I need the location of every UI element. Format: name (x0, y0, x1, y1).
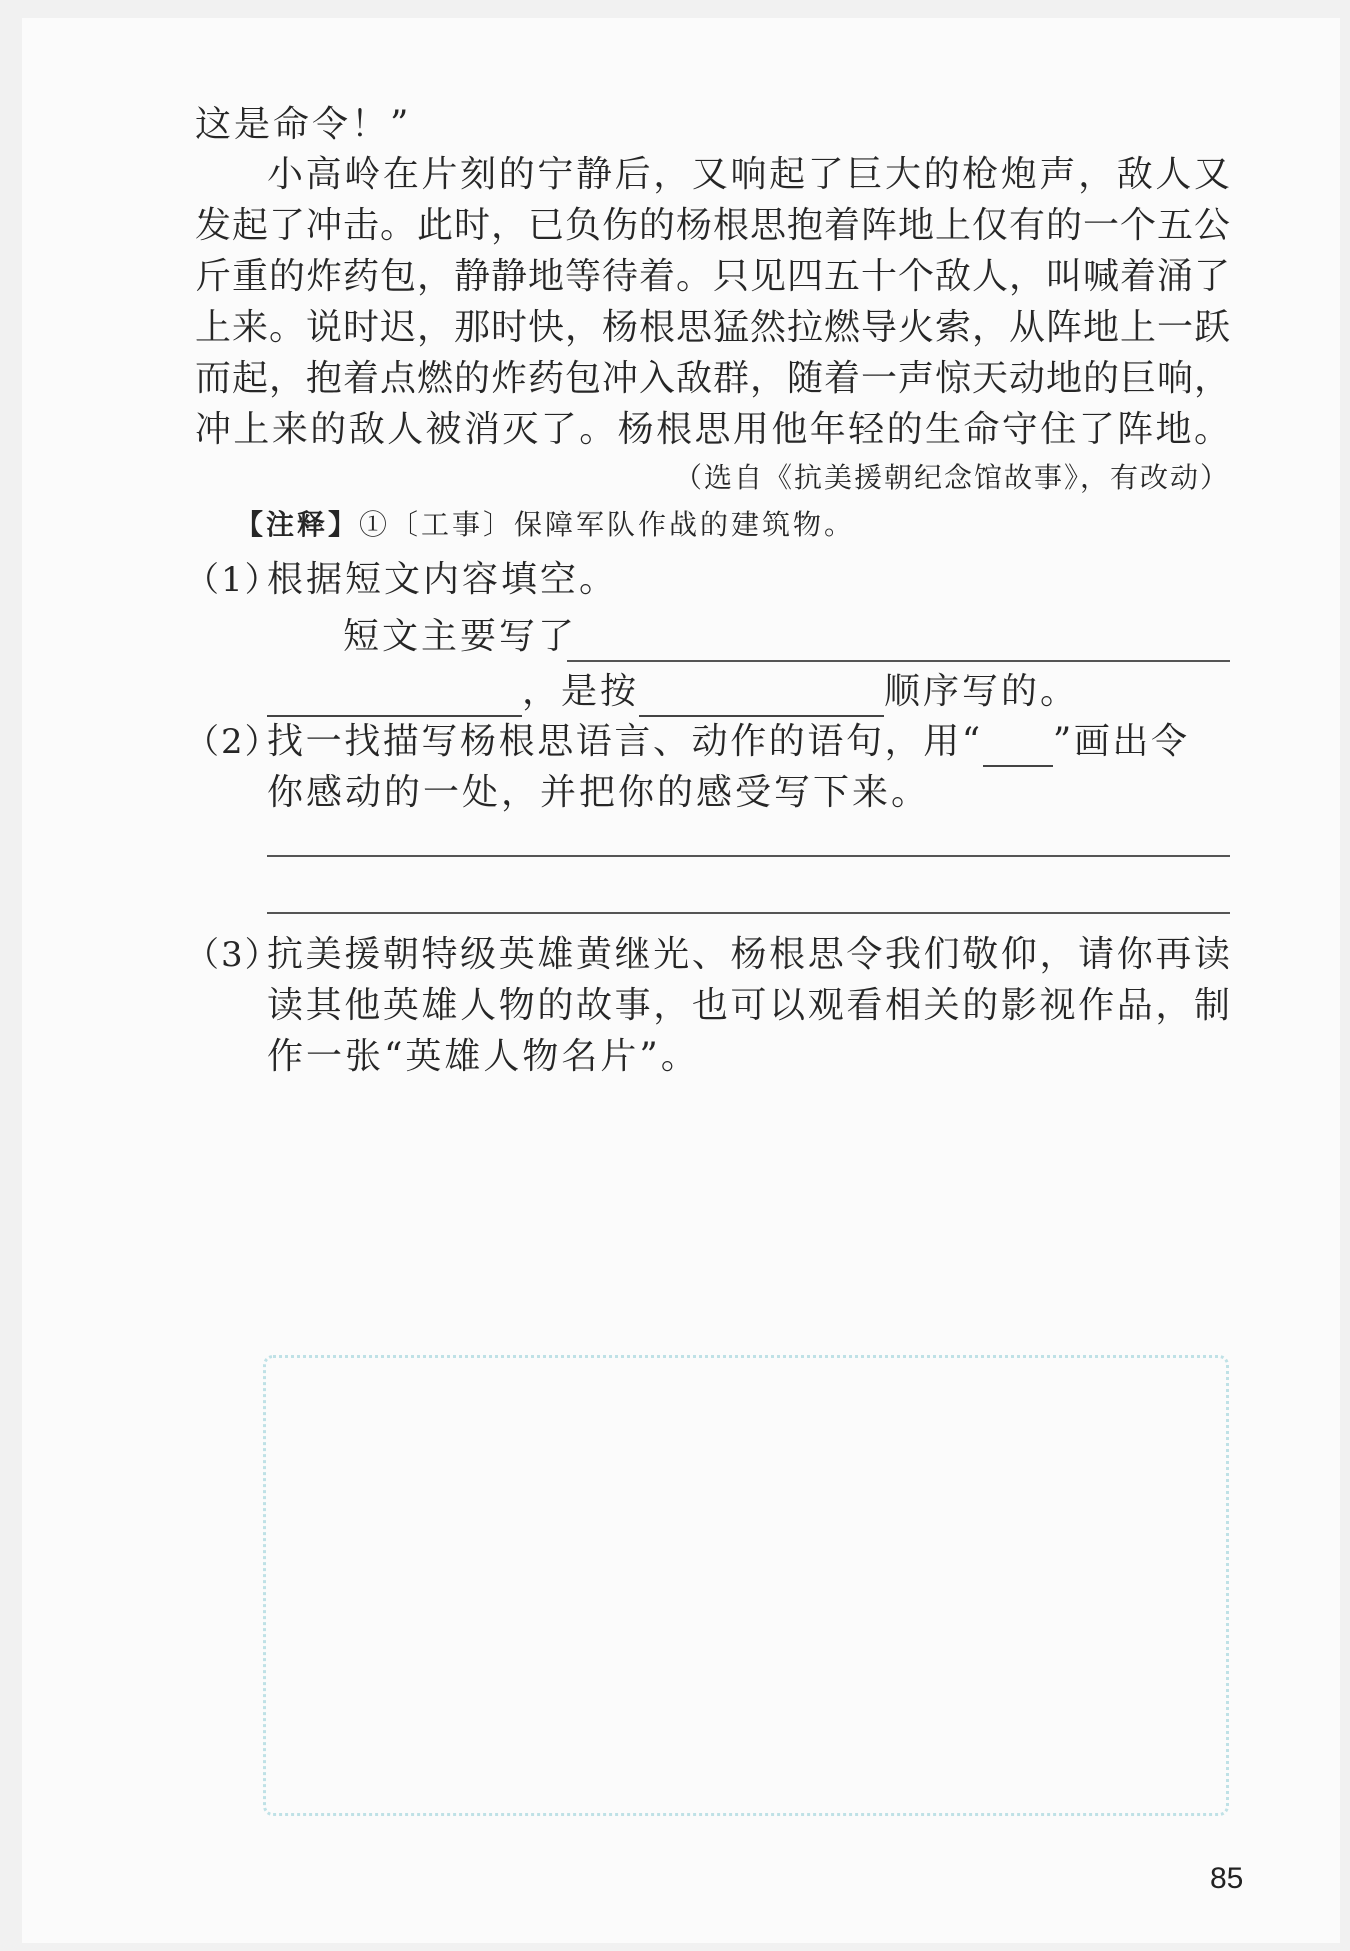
underline-sample (983, 729, 1053, 767)
footnote-label: 【注释】 (235, 508, 360, 541)
question-1-line-2 (267, 667, 1079, 717)
question-1-suffix: 顺序写的。 (884, 671, 1080, 712)
question-2-line-1 (267, 717, 1190, 767)
passage-line-3: 发起了冲击。此时，已负伤的杨根思抱着阵地上仅有的一个五公 (195, 205, 1230, 246)
passage-line-1: 这是命令！” (195, 104, 412, 145)
passage-line-2: 小高岭在片刻的宁静后，又响起了巨大的枪炮声，敌人又 (267, 154, 1230, 195)
passage-line-7: 冲上来的敌人被消灭了。杨根思用他年轻的生命守住了阵地。 (195, 409, 1230, 450)
question-2-answer-line-2[interactable] (267, 912, 1230, 914)
footnote (235, 505, 855, 545)
passage-line-4: 斤重的炸药包，静静地等待着。只见四五十个敌人，叫喊着涌了 (195, 256, 1230, 297)
question-1-answer-blank-2[interactable] (267, 675, 522, 717)
question-1-number: （1） (185, 560, 281, 600)
question-1-answer-blank-1[interactable] (567, 660, 1230, 662)
question-2-answer-line-1[interactable] (267, 855, 1230, 857)
question-2-text-b: ”画出令 (1052, 721, 1190, 762)
question-3-line-2: 读其他英雄人物的故事，也可以观看相关的影视作品，制 (267, 985, 1230, 1026)
page-number: 85 (1210, 1862, 1244, 1895)
question-1-line-1 (343, 612, 577, 662)
passage-source: （选自《抗美援朝纪念馆故事》，有改动） (673, 461, 1230, 494)
question-1-prefix: 短文主要写了 (343, 616, 578, 657)
question-3-line-1: 抗美援朝特级英雄黄继光、杨根思令我们敬仰，请你再读 (267, 934, 1230, 975)
question-3-number: （3） (185, 935, 281, 975)
hero-card-drawing-area[interactable] (263, 1355, 1229, 1816)
question-1-mid: ，是按 (522, 671, 640, 712)
question-2-line-2: 你感动的一处，并把你的感受写下来。 (267, 772, 931, 813)
question-2-text-a: 找一找描写杨根思语言、动作的语句，用“ (267, 721, 983, 762)
passage-line-6: 而起，抱着点燃的炸药包冲入敌群，随着一声惊天动地的巨响， (195, 358, 1230, 399)
question-2-number: （2） (185, 722, 281, 762)
footnote-text: ①〔工事〕保障军队作战的建筑物。 (359, 508, 856, 541)
question-3-line-3: 作一张“英雄人物名片”。 (267, 1036, 700, 1077)
passage-line-5: 上来。说时迟，那时快，杨根思猛然拉燃导火索，从阵地上一跃 (195, 307, 1230, 348)
question-1-prompt: 根据短文内容填空。 (267, 559, 619, 600)
question-1-answer-blank-3[interactable] (639, 675, 884, 717)
